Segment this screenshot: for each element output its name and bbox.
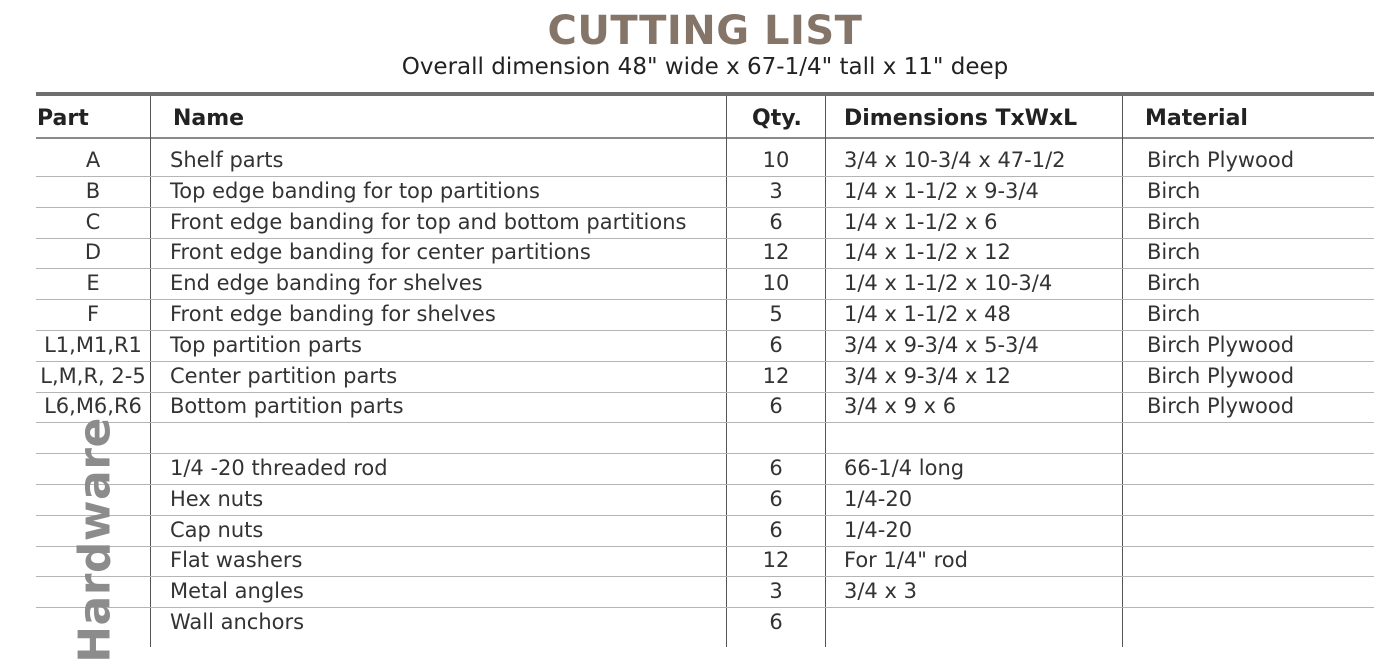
cell-dims: 3/4 x 3 <box>844 579 917 604</box>
cell-material: Birch <box>1147 240 1201 265</box>
header-dimensions: Dimensions TxWxL <box>844 106 1078 131</box>
cell-dims: 1/4 x 1-1/2 x 6 <box>844 209 998 234</box>
cell-name: 1/4 -20 threaded rod <box>170 456 388 480</box>
cell-name: Front edge banding for center partitions <box>170 240 591 265</box>
blank-row <box>36 422 1374 454</box>
cell-name: Front edge banding for top and bottom partitions <box>170 209 687 234</box>
cell-qty: 6 <box>769 517 783 542</box>
table-row <box>36 361 1374 393</box>
hardware-label: Hardware <box>69 417 121 663</box>
table-row <box>36 391 1374 423</box>
cell-dims: 66-1/4 long <box>844 456 965 480</box>
cell-dims: 1/4 x 1-1/2 x 12 <box>844 240 1011 265</box>
cell-name: Shelf parts <box>170 148 284 172</box>
page-subtitle: Overall dimension 48" wide x 67-1/4" tall x 11" deep <box>401 54 1009 80</box>
table-row <box>36 237 1374 269</box>
cell-qty: 3 <box>769 178 783 203</box>
cell-part: L,M,R, 2-5 <box>40 363 146 388</box>
cell-dims: 1/4-20 <box>844 486 913 511</box>
table-row <box>36 330 1374 362</box>
cell-dims: 3/4 x 9-3/4 x 5-3/4 <box>844 332 1039 357</box>
header-qty: Qty. <box>752 106 802 131</box>
table-row <box>36 453 1374 485</box>
cell-name: End edge banding for shelves <box>170 271 483 296</box>
page-title: CUTTING LIST <box>547 8 863 54</box>
cell-dims: For 1/4" rod <box>844 548 968 573</box>
header-name: Name <box>173 106 245 131</box>
cell-part: C <box>85 209 101 234</box>
cell-qty: 12 <box>762 548 790 573</box>
cell-material: Birch Plywood <box>1147 332 1295 357</box>
cell-material: Birch Plywood <box>1147 363 1295 388</box>
cell-qty: 6 <box>769 394 783 419</box>
cell-name: Wall anchors <box>170 610 305 634</box>
cell-part: B <box>85 178 101 203</box>
cell-material: Birch <box>1147 209 1201 234</box>
top-rule <box>36 92 1374 96</box>
cell-part: L6,M6,R6 <box>44 394 142 419</box>
table-row <box>36 607 1374 638</box>
cell-dims: 1/4 x 1-1/2 x 10-3/4 <box>844 271 1053 296</box>
cell-dims: 1/4 x 1-1/2 x 48 <box>844 302 1011 326</box>
table-row <box>36 145 1374 177</box>
cell-material: Birch <box>1147 178 1201 203</box>
table-row <box>36 176 1374 208</box>
cell-name: Metal angles <box>170 579 304 604</box>
table-row <box>36 268 1374 300</box>
cell-qty: 6 <box>769 209 783 234</box>
header-material: Material <box>1145 106 1248 131</box>
header-part: Part <box>37 106 89 131</box>
cell-material: Birch Plywood <box>1147 148 1295 172</box>
cell-part: E <box>86 271 100 296</box>
table-row <box>36 515 1374 547</box>
cell-name: Front edge banding for shelves <box>170 302 496 326</box>
cell-part: L1,M1,R1 <box>44 332 142 357</box>
table-row <box>36 299 1374 331</box>
cell-qty: 10 <box>762 148 790 172</box>
cell-qty: 6 <box>769 610 783 634</box>
cell-qty: 6 <box>769 456 783 480</box>
table-row <box>36 207 1374 239</box>
cell-material: Birch Plywood <box>1147 394 1295 419</box>
cell-dims: 3/4 x 10-3/4 x 47-1/2 <box>844 148 1066 172</box>
cell-name: Cap nuts <box>170 517 264 542</box>
cell-qty: 5 <box>769 302 783 326</box>
cell-name: Bottom partition parts <box>170 394 404 419</box>
cell-part: D <box>84 240 102 265</box>
cell-part: F <box>86 302 100 326</box>
cell-name: Top edge banding for top partitions <box>170 178 540 203</box>
cell-material: Birch <box>1147 271 1201 296</box>
cell-part: A <box>85 148 101 172</box>
cell-qty: 6 <box>769 486 783 511</box>
cell-dims: 1/4 x 1-1/2 x 9-3/4 <box>844 178 1039 203</box>
header-rule <box>36 137 1374 139</box>
cell-dims: 3/4 x 9 x 6 <box>844 394 957 419</box>
cell-name: Flat washers <box>170 548 303 573</box>
cell-name: Hex nuts <box>170 486 264 511</box>
cell-qty: 12 <box>762 240 790 265</box>
table-row <box>36 484 1374 516</box>
cell-qty: 10 <box>762 271 790 296</box>
cell-qty: 6 <box>769 332 783 357</box>
cell-dims: 3/4 x 9-3/4 x 12 <box>844 363 1011 388</box>
cell-name: Center partition parts <box>170 363 398 388</box>
cell-qty: 3 <box>769 579 783 604</box>
cell-material: Birch <box>1147 302 1201 326</box>
cell-name: Top partition parts <box>170 332 362 357</box>
cell-dims: 1/4-20 <box>844 517 913 542</box>
cell-qty: 12 <box>762 363 790 388</box>
table-row <box>36 545 1374 577</box>
table-row <box>36 576 1374 608</box>
